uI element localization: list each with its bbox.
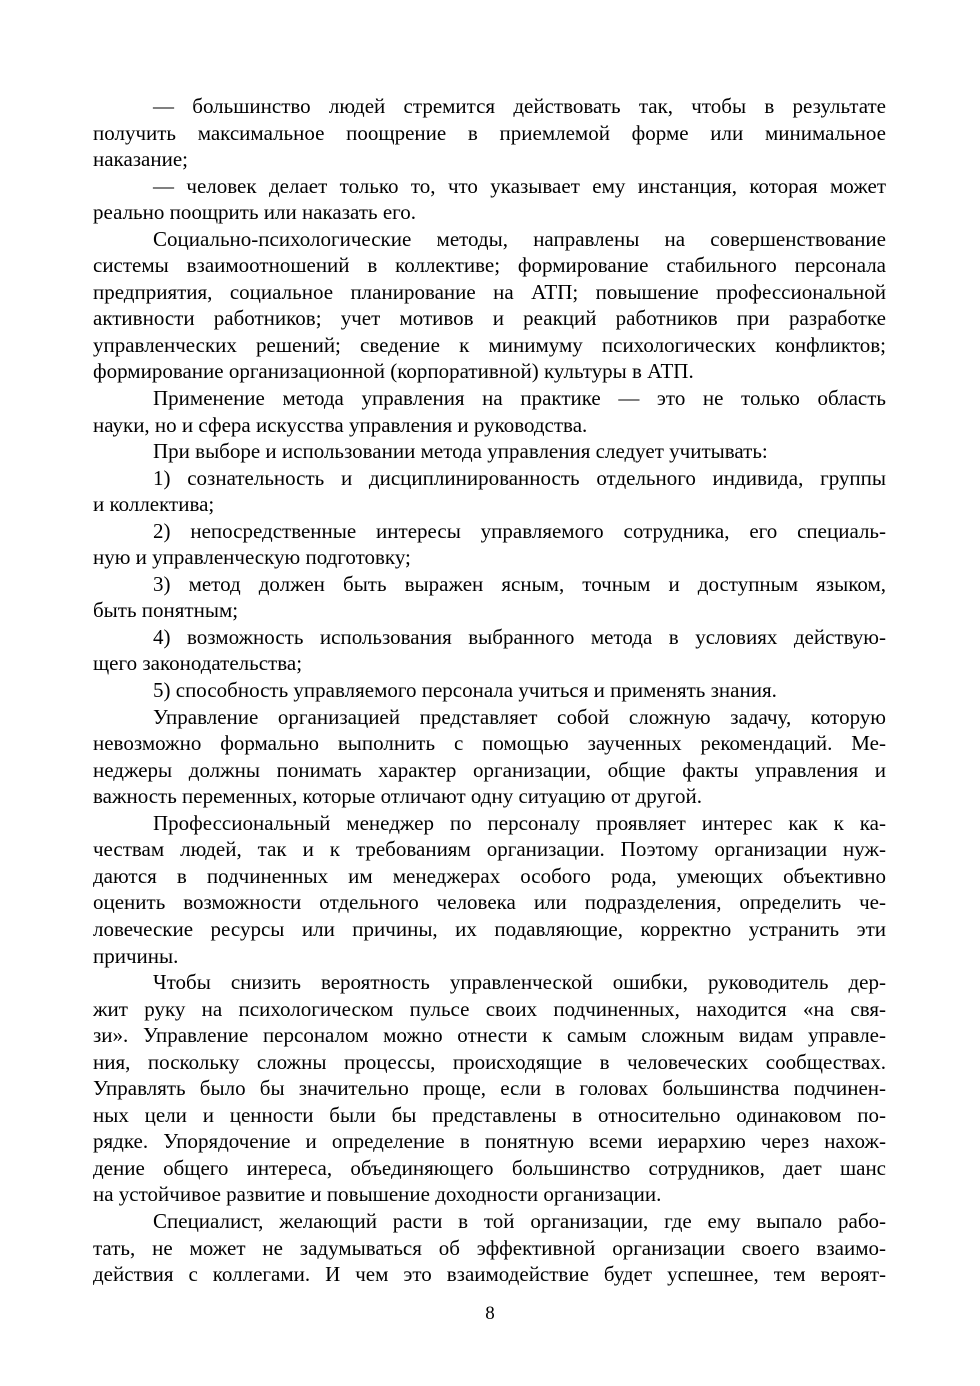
text-line: системы взаимоотношений в коллективе; формирование стабильного персонала bbox=[93, 253, 886, 278]
paragraph bbox=[93, 969, 886, 1208]
text-line: активности работников; учет мотивов и реакций работников при разработке bbox=[93, 306, 886, 331]
paragraph bbox=[93, 624, 886, 677]
text-line: 5) способность управляемого персонала учиться и применять знания. bbox=[153, 678, 777, 703]
text-line: Управление организацией представляет собой сложную задачу, которую bbox=[153, 704, 886, 729]
paragraph bbox=[93, 93, 886, 173]
text-line: ловеческие ресурсы или причины, их подавляющие, корректно устранить эти bbox=[93, 916, 886, 941]
paragraph bbox=[93, 571, 886, 624]
text-line: 3) метод должен быть выражен ясным, точным и доступным языком, bbox=[153, 571, 886, 596]
text-line: Социально-психологические методы, направлены на совершенствование bbox=[153, 226, 886, 251]
paragraph bbox=[93, 704, 886, 810]
paragraph bbox=[93, 518, 886, 571]
text-line: 4) возможность использования выбранного метода в условиях действую- bbox=[153, 624, 886, 649]
text-line: науки, но и сфера искусства управления и руководства. bbox=[93, 412, 588, 437]
text-line: причины. bbox=[93, 943, 179, 968]
text-line: ния, поскольку сложны процессы, происходящие в человеческих сообществах. bbox=[93, 1049, 886, 1074]
text-line: Применение метода управления на практике — это не только область bbox=[153, 386, 886, 411]
text-line: 1) сознательность и дисциплинированность отдельного индивида, группы bbox=[153, 465, 886, 490]
text-line: ных цели и ценности были бы представлены в относительно одинаковом по- bbox=[93, 1102, 886, 1127]
text-line: При выборе и использовании метода управления следует учитывать: bbox=[153, 439, 768, 464]
text-line: управленческих решений; сведение к минимуму психологических конфликтов; bbox=[93, 332, 886, 357]
text-line: получить максимальное поощрение в приемлемой форме или минимальное bbox=[93, 120, 886, 145]
paragraph bbox=[93, 385, 886, 438]
text-line: Профессиональный менеджер по персоналу проявляет интерес как к ка- bbox=[153, 810, 886, 835]
text-line: важность переменных, которые отличают одну ситуацию от другой. bbox=[93, 784, 703, 809]
paragraph bbox=[93, 810, 886, 969]
text-line: 2) непосредственные интересы управляемого сотрудника, его специаль- bbox=[153, 518, 886, 543]
text-line: и коллектива; bbox=[93, 492, 215, 517]
text-line: тать, не может не задумываться об эффективной организации своего взаимо- bbox=[93, 1235, 886, 1260]
text-line: реально поощрить или наказать его. bbox=[93, 200, 416, 225]
text-line: ную и управленческую подготовку; bbox=[93, 545, 411, 570]
text-line: действия с коллегами. И чем это взаимодействие будет успешнее, тем вероят- bbox=[93, 1262, 886, 1287]
text-line: жит руку на психологическом пульсе своих подчиненных, находится «на свя- bbox=[93, 996, 886, 1021]
paragraph bbox=[93, 438, 886, 465]
text-line: — большинство людей стремится действовать так, чтобы в результате bbox=[153, 94, 886, 118]
paragraph bbox=[93, 226, 886, 385]
text-line: чествам людей, так и к требованиям организации. Поэтому организации нуж- bbox=[93, 837, 886, 862]
text-line: Специалист, желающий расти в той организации, где ему выпало рабо- bbox=[153, 1208, 886, 1233]
paragraph bbox=[93, 677, 886, 704]
text-line: — человек делает только то, что указывает ему инстанция, которая может bbox=[153, 173, 886, 198]
text-line: рядке. Упорядочение и определение в понятную всеми иерархию через нахож- bbox=[93, 1129, 886, 1154]
text-line: невозможно формально выполнить с помощью заученных рекомендаций. Ме- bbox=[93, 731, 886, 756]
text-line: на устойчивое развитие и повышение доходности организации. bbox=[93, 1182, 662, 1207]
text-line: формирование организационной (корпоративной) культуры в АТП. bbox=[93, 359, 694, 384]
text-line: даются в подчиненных им менеджерах особого рода, умеющих объективно bbox=[93, 863, 886, 888]
text-line: щего законодательства; bbox=[93, 651, 303, 676]
text-line: наказание; bbox=[93, 147, 189, 172]
page-number: 8 bbox=[485, 1303, 495, 1324]
text-line: Чтобы снизить вероятность управленческой ошибки, руководитель дер- bbox=[153, 970, 886, 995]
text-line: предприятия, социальное планирование на АТП; повышение профессиональной bbox=[93, 279, 886, 304]
paragraph bbox=[93, 1208, 886, 1288]
text-line: Управлять было бы значительно проще, если в головах большинства подчинен- bbox=[93, 1076, 886, 1101]
text-line: неджеры должны понимать характер организации, общие факты управления и bbox=[93, 757, 886, 782]
text-line: быть понятным; bbox=[93, 598, 239, 623]
text-line: зи». Управление персоналом можно отнести к самым сложным видам управле- bbox=[93, 1023, 886, 1048]
paragraph bbox=[93, 465, 886, 518]
document-body bbox=[93, 93, 886, 1288]
text-line: оценить возможности отдельного человека или подразделения, определить че- bbox=[93, 890, 886, 915]
text-line: дение общего интереса, объединяющего большинство сотрудников, дает шанс bbox=[93, 1155, 886, 1180]
paragraph bbox=[93, 173, 886, 226]
